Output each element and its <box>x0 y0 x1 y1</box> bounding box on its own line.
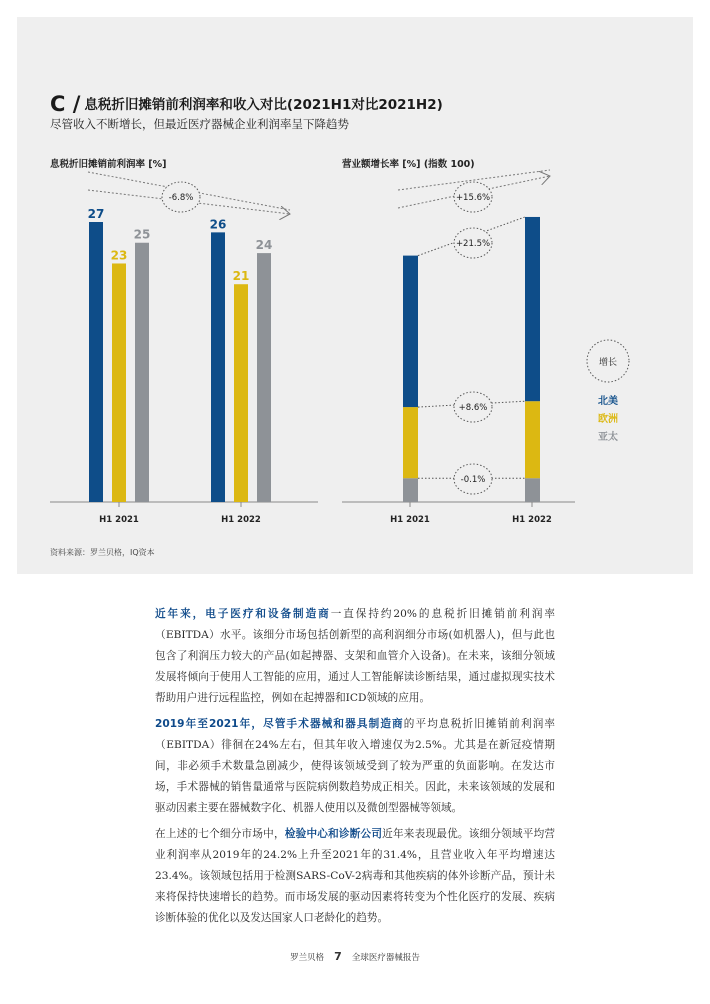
paragraph-1-text: 一直保持约20%的息税折旧摊销前利润率（EBITDA）水平。该细分市场包括创新型的高利润细分市场(如机器人)，但与此也包含了利润压力较大的产品(如起搏器、支架和血管介入设备)。在未来，该细分领域发展将倾向于使用人工智能的应用，通过人工智能解读诊断结果，通过虚拟现实技术帮助用户进行远程监控，例如在起搏器和ICD领域的应用。 <box>155 608 556 704</box>
bar-H1-2021-欧洲 <box>112 263 126 502</box>
apac-growth-annotation: -0.1% <box>460 475 486 485</box>
page-footer <box>0 950 710 963</box>
bar-value-label: 26 <box>209 217 227 232</box>
paragraph-3-prefix: 在上述的七个细分市场中， <box>155 828 285 840</box>
figure-letter: C / <box>50 92 81 116</box>
stack-H1-2022-北美 <box>525 217 540 401</box>
paragraph-1-highlight: 近年来，电子医疗和设备制造商 <box>155 608 331 620</box>
figure-subtitle: 尽管收入不断增长，但最近医疗器械企业利润率呈下降趋势 <box>50 117 349 131</box>
right-x-tick-label: H1 2022 <box>512 515 552 525</box>
bar-value-label: 21 <box>232 269 250 284</box>
bar-value-label: 23 <box>110 248 128 263</box>
footer-report: 全球医疗器械报告 <box>351 953 420 963</box>
north-america-growth-annotation: +21.5% <box>455 239 491 249</box>
bar-value-label: 27 <box>87 207 105 221</box>
bar-value-label: 24 <box>255 238 273 253</box>
legend-item-亚太: 亚太 <box>598 432 618 443</box>
stack-H1-2021-亚太 <box>403 478 418 502</box>
bar-H1-2021-亚太 <box>135 243 149 502</box>
left-x-tick-label: H1 2022 <box>221 515 261 525</box>
bar-H1-2021-北美 <box>89 222 103 502</box>
paragraph-2-text: 的平均息税折旧摊销前利润率（EBITDA）徘徊在24%左右，但其年收入增速仅为2.5%。尤其是在新冠疫情期间，非必须手术数量急剧减少，使得该领域受到了较为严重的负面影响。在发达市场，手术器械的销售量通常与医院病例数趋势成正相关。因此，未来该领域的发展和驱动因素主要在器械数字化、机器人使用以及微创型器械等领域。 <box>155 718 556 814</box>
total-growth-annotation: +15.6% <box>455 193 491 203</box>
stack-H1-2022-亚太 <box>525 478 540 502</box>
legend-item-北美: 北美 <box>598 396 618 407</box>
bar-H1-2022-欧洲 <box>234 284 248 502</box>
europe-growth-annotation: +8.6% <box>458 403 488 413</box>
paragraph-2-highlight: 2019年至2021年，尽管手术器械和器具制造商 <box>155 718 404 730</box>
left-chart <box>50 172 318 525</box>
right-x-tick-label: H1 2021 <box>390 515 430 525</box>
legend-item-欧洲: 欧洲 <box>598 414 618 425</box>
paragraph-1 <box>155 604 555 709</box>
left-change-annotation: -6.8% <box>168 193 194 203</box>
right-chart-title: 营业额增长率 [%] (指数 100) <box>342 159 475 170</box>
page-number: 7 <box>334 950 342 963</box>
paragraph-3-text: 近年来表现最优。该细分领域平均营业利润率从2019年的24.2%上升至2021年的31.4%，且营业收入年平均增速达23.4%。该领域包括用于检测SARS-CoV-2病毒和其他疾病的体外诊断产品，预计未来将保持快速增长的趋势。而市场发展的驱动因素将转变为个性化医疗的发展、疾病诊断体验的优化以及发达国家人口老龄化的趋势。 <box>155 828 556 924</box>
paragraph-3 <box>155 824 555 929</box>
paragraph-3-highlight: 检验中心和诊断公司 <box>284 828 383 840</box>
stack-H1-2022-欧洲 <box>525 401 540 478</box>
stack-H1-2021-欧洲 <box>403 407 418 478</box>
left-x-tick-label: H1 2021 <box>99 515 139 525</box>
bar-value-label: 25 <box>133 227 151 242</box>
legend-growth-label: 增长 <box>598 358 618 368</box>
bar-H1-2022-亚太 <box>257 253 271 502</box>
left-chart-title: 息税折旧摊销前利润率 [%] <box>50 159 167 170</box>
right-chart <box>342 170 575 525</box>
chart-legend <box>587 340 629 443</box>
paragraph-2 <box>155 714 555 819</box>
bar-H1-2022-北美 <box>211 232 225 502</box>
source-note: 资料来源：罗兰贝格，IQ资本 <box>50 548 155 557</box>
stack-H1-2021-北美 <box>403 256 418 407</box>
footer-brand: 罗兰贝格 <box>290 953 325 963</box>
figure-title: 息税折旧摊销前利润率和收入对比(2021H1对比2021H2) <box>84 97 443 113</box>
